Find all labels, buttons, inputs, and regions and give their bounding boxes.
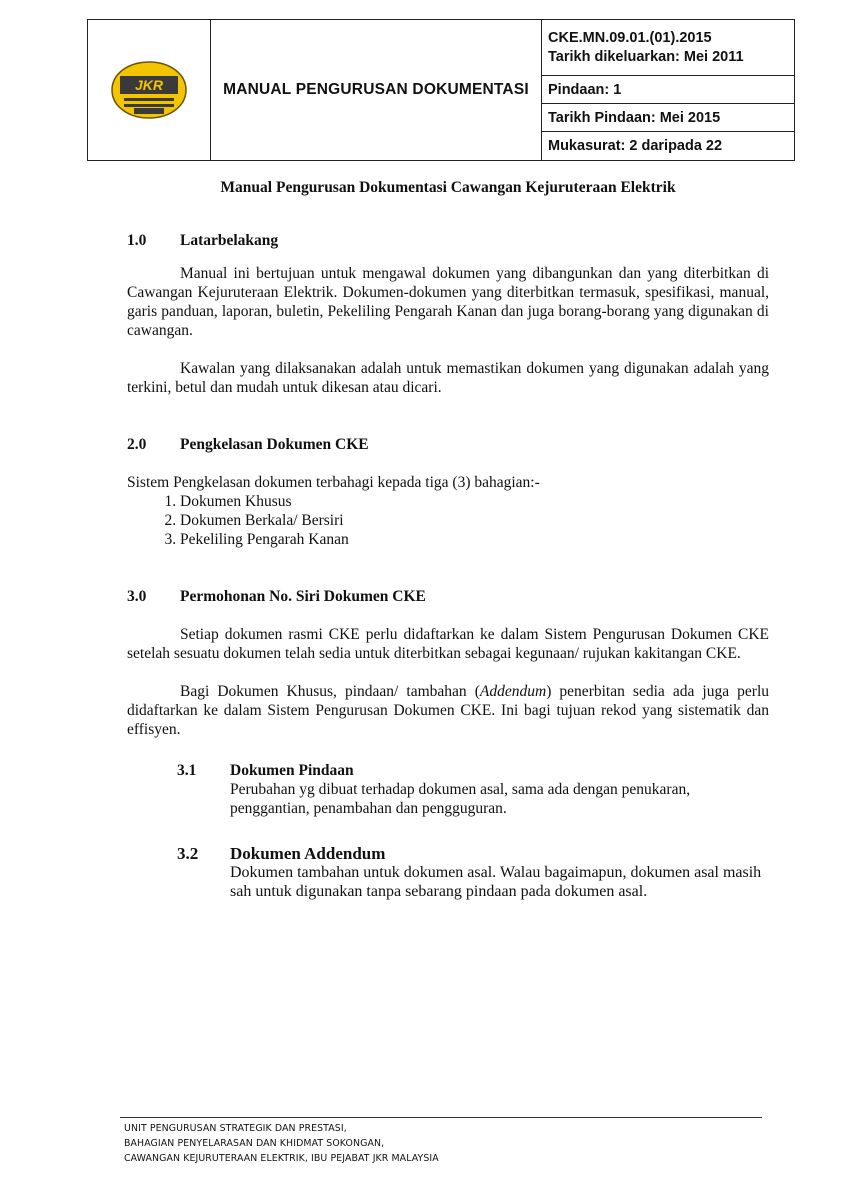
paragraph: Bagi Dokumen Khusus, pindaan/ tambahan (Addendum) penerbitan sedia ada juga perlu didaftarkan ke dalam Sistem Pengurusan Dokumen CKE. Ini bagi tujuan rekod yang sistematik dan effisyen. — [127, 683, 769, 738]
issued-date: Tarikh dikeluarkan: Mei 2011 — [548, 48, 744, 65]
page-number: Mukasurat: 2 daripada 22 — [548, 138, 723, 154]
list-item: 2. Dokumen Berkala/ Bersiri — [180, 511, 769, 530]
section-heading — [127, 587, 769, 606]
document-title: Manual Pengurusan Dokumentasi Cawangan Kejuruteraan Elektrik — [220, 179, 676, 196]
revision-date: Tarikh Pindaan: Mei 2015 — [542, 104, 794, 132]
section-heading — [127, 231, 769, 250]
section-title: Latarbelakang — [180, 232, 279, 249]
subsection-title: Dokumen Pindaan — [230, 762, 354, 779]
footer-line: UNIT PENGURUSAN STRATEGIK DAN PRESTASI, — [124, 1123, 347, 1134]
section-heading — [127, 435, 769, 454]
list-item: 1. Dokumen Khusus — [180, 492, 769, 511]
footer-divider — [120, 1117, 762, 1118]
subsection-title: Dokumen Addendum — [230, 844, 386, 863]
subsection-heading — [177, 761, 769, 780]
classification-list — [127, 492, 769, 549]
paragraph: Manual ini bertujuan untuk mengawal dokumen yang dibangunkan dan yang diterbitkan di Cawangan Kejuruteraan Elektrik. Dokumen-dokumen yang diterbitkan termasuk, spesifikasi, manual, garis panduan, laporan, buletin, Pekeliling Pengarah Kanan dan juga borang-borang yang digunakan di cawangan. — [127, 265, 769, 339]
section-number: 1.0 — [127, 232, 147, 249]
footer-line: BAHAGIAN PENYELARASAN DAN KHIDMAT SOKONGAN, — [124, 1138, 385, 1149]
jkr-logo-text: JKR — [134, 77, 164, 93]
document-body — [127, 178, 769, 901]
list-intro: Sistem Pengkelasan dokumen terbahagi kepada tiga (3) bahagian:- — [127, 474, 540, 491]
addendum-term: Addendum — [479, 683, 547, 700]
paragraph: Kawalan yang dilaksanakan adalah untuk memastikan dokumen yang digunakan adalah yang terkini, betul dan mudah untuk dikesan atau dicari. — [127, 360, 769, 396]
subsection-body: Dokumen tambahan untuk dokumen asal. Walau bagaimapun, dokumen asal masih sah untuk digunakan tanpa sebarang pindaan pada dokumen asal. — [230, 864, 762, 900]
subsection — [177, 761, 769, 818]
subsection-heading — [177, 844, 769, 863]
list-item: 3. Pekeliling Pengarah Kanan — [180, 530, 769, 549]
subsection-number: 3.1 — [177, 762, 197, 779]
subsection-number: 3.2 — [177, 844, 199, 863]
doc-code: CKE.MN.09.01.(01).2015 — [548, 29, 712, 46]
logo-cell — [88, 20, 211, 160]
page-footer — [124, 1121, 439, 1166]
footer-line: CAWANGAN KEJURUTERAAN ELEKTRIK, IBU PEJABAT JKR MALAYSIA — [124, 1153, 439, 1164]
subsection-body: Perubahan yg dibuat terhadap dokumen asal, sama ada dengan penukaran, penggantian, penambahan dan pengguguran. — [230, 781, 691, 817]
section-title: Pengkelasan Dokumen CKE — [180, 436, 369, 453]
manual-title: MANUAL PENGURUSAN DOKUMENTASI — [211, 20, 542, 160]
paragraph: Setiap dokumen rasmi CKE perlu didaftarkan ke dalam Sistem Pengurusan Dokumen CKE setelah sesuatu dokumen telah sedia untuk diterbitkan sebagai kegunaan/ rujukan kakitangan CKE. — [127, 626, 769, 662]
document-info — [542, 20, 794, 160]
section-number: 2.0 — [127, 436, 147, 453]
doc-code-row — [542, 20, 794, 76]
revision: Pindaan: 1 — [542, 76, 794, 104]
jkr-logo — [108, 58, 190, 122]
subsection — [177, 844, 769, 901]
document-header — [87, 19, 795, 161]
section-number: 3.0 — [127, 588, 147, 605]
section-title: Permohonan No. Siri Dokumen CKE — [180, 588, 426, 605]
